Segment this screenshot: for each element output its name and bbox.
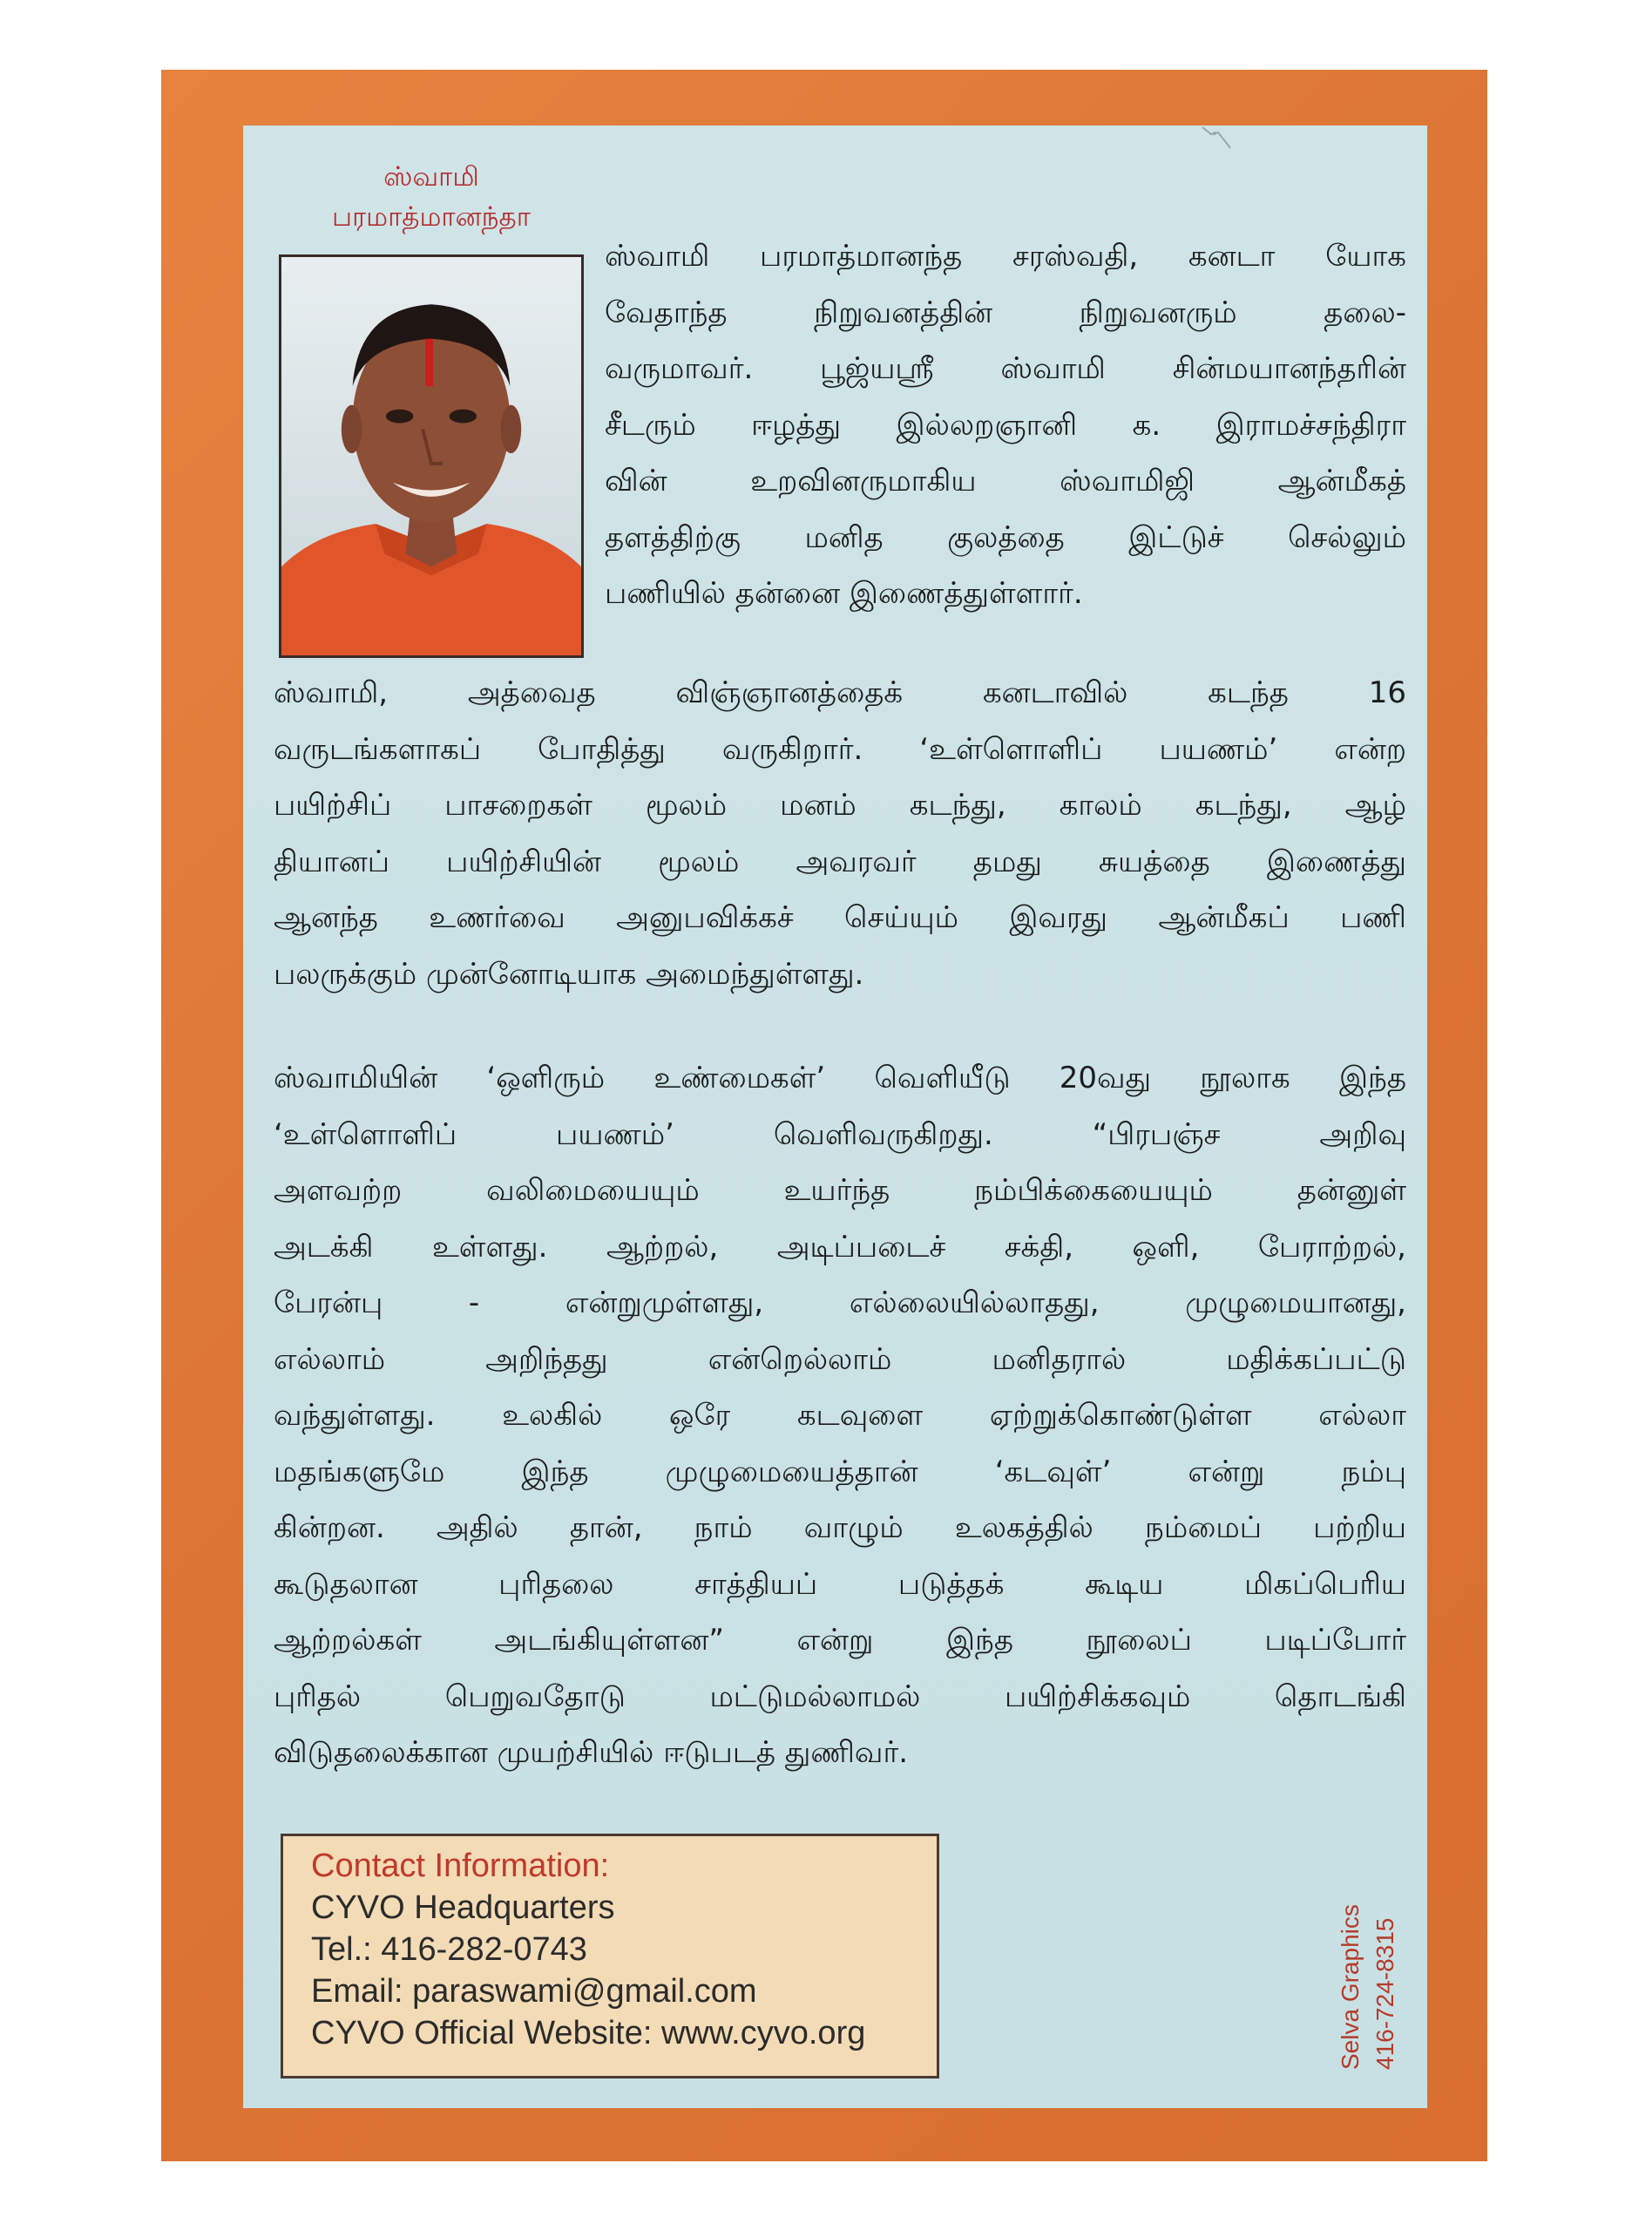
contact-website: CYVO Official Website: www.cyvo.org xyxy=(311,2015,866,2051)
printer-phone: 416-724-8315 xyxy=(1371,1917,1398,2070)
text-line: விடுதலைக்கான முயற்சியில் ஈடுபடத் துணிவர். xyxy=(274,1735,909,1770)
text-line: அடக்கி உள்ளது. ஆற்றல், அடிப்படைச் சக்தி, ஒளி, பேராற்றல், xyxy=(274,1229,1406,1265)
text-line: ‘உள்ளொளிப் பயணம்’ வெளிவருகிறது. “பிரபஞ்ச அறிவு xyxy=(274,1116,1406,1152)
text-line: வின் உறவினருமாகிய ஸ்வாமிஜி ஆன்மீகத் xyxy=(605,464,1406,498)
author-photo xyxy=(279,254,584,658)
text-line: ஸ்வாமியின் ‘ஒளிரும் உண்மைகள்’ வெளியீடு 20வது நூலாக இந்த xyxy=(274,1061,1406,1095)
text-line: ஸ்வாமி பரமாத்மானந்த சரஸ்வதி, கனடா யோக xyxy=(605,239,1406,274)
contact-org: CYVO Headquarters xyxy=(311,1889,615,1926)
text-line: சீடரும் ஈழத்து இல்லறஞானி க. இராமச்சந்திரா xyxy=(605,407,1406,443)
text-line: மதங்களுமே இந்த முழுமையைத்தான் ‘கடவுள்’ என்று நம்பு xyxy=(274,1454,1406,1489)
text-line: பணியில் தன்னை இணைத்துள்ளார். xyxy=(605,576,1083,611)
text-line: வருமாவர். பூஜ்யஸ்ரீ ஸ்வாமி சின்மயானந்தரின் xyxy=(605,351,1406,386)
text-line: புரிதல் பெறுவதோடு மட்டுமல்லாமல் பயிற்சிக்கவும் தொடங்கி xyxy=(274,1678,1406,1714)
paragraph-book-description xyxy=(274,1050,1406,1781)
text-line: ஆற்றல்கள் அடங்கியுள்ளன” என்று இந்த நூலைப் படிப்போர் xyxy=(274,1623,1406,1658)
printer-name: Selva Graphics xyxy=(1337,1904,1364,2070)
author-caption-line1: ஸ்வாமி xyxy=(383,161,479,193)
author-caption xyxy=(279,157,584,237)
text-line: தளத்திற்கு மனித குலத்தை இட்டுச் செல்லும் xyxy=(605,519,1406,555)
text-line: கூடுதலான புரிதலை சாத்தியப் படுத்தக் கூடிய மிகப்பெரிய xyxy=(274,1566,1406,1602)
text-line: பேரன்பு - என்றுமுள்ளது, எல்லையில்லாதது, முழுமையானது, xyxy=(274,1285,1406,1320)
text-line: ஆனந்த உணர்வை அனுபவிக்கச் செய்யும் இவரது ஆன்மீகப் பணி xyxy=(274,900,1406,935)
author-caption-line2: பரமாத்மானந்தா xyxy=(332,201,531,233)
text-line: பலருக்கும் முன்னோடியாக அமைந்துள்ளது. xyxy=(274,956,864,992)
text-line: எல்லாம் அறிந்தது என்றெல்லாம் மனிதரால் மதிக்கப்பட்டு xyxy=(274,1341,1406,1377)
text-line: ஸ்வாமி, அத்வைத விஞ்ஞானத்தைக் கனடாவில் கடந்த 16 xyxy=(274,675,1406,710)
paragraph-author-bio xyxy=(605,228,1406,622)
text-line: அளவற்ற வலிமையையும் உயர்ந்த நம்பிக்கையையும் தன்னுள் xyxy=(274,1173,1406,1208)
paper-speck xyxy=(1199,124,1234,152)
contact-heading: Contact Information: xyxy=(311,1848,610,1884)
contact-info-box xyxy=(281,1834,939,2078)
text-line: பயிற்சிப் பாசறைகள் மூலம் மனம் கடந்து, காலம் கடந்து, ஆழ் xyxy=(274,788,1406,823)
contact-phone: Tel.: 416-282-0743 xyxy=(311,1931,587,1968)
paragraph-teaching xyxy=(274,665,1406,1002)
text-line: தியானப் பயிற்சியின் மூலம் அவரவர் தமது சுயத்தை இணைத்து xyxy=(274,844,1406,879)
printer-credit xyxy=(1333,1904,1403,2070)
text-line: வந்துள்ளது. உலகில் ஒரே கடவுளை ஏற்றுக்கொண்டுள்ள எல்லா xyxy=(274,1398,1406,1433)
contact-email: Email: paraswami@gmail.com xyxy=(311,1973,757,2010)
text-line: வேதாந்த நிறுவனத்தின் நிறுவனரும் தலை- xyxy=(605,295,1406,330)
text-line: கின்றன. அதில் தான், நாம் வாழும் உலகத்தில் நம்மைப் பற்றிய xyxy=(274,1510,1406,1545)
text-line: வருடங்களாகப் போதித்து வருகிறார். ‘உள்ளொளிப் பயணம்’ என்ற xyxy=(274,731,1406,767)
